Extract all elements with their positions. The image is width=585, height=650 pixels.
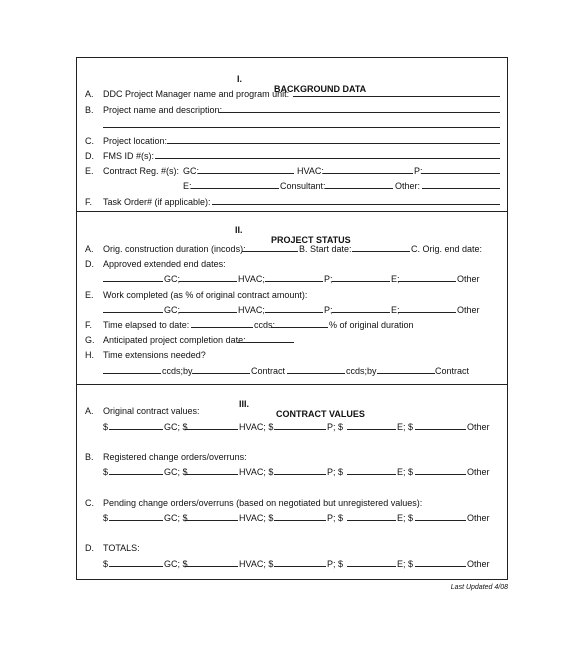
ps-row-e — [85, 289, 499, 301]
total-e-field[interactable] — [347, 558, 396, 567]
section-2-title: PROJECT STATUS — [271, 235, 351, 245]
reg-e-field[interactable] — [347, 466, 396, 475]
item-text: Project name and description: — [103, 105, 223, 115]
cv-row-a — [85, 405, 499, 417]
project-name-field[interactable] — [219, 104, 500, 113]
dollar-label: $ — [103, 422, 109, 432]
item-text: TOTALS: — [103, 543, 140, 553]
other-label: Other — [467, 513, 490, 523]
total-p-field[interactable] — [274, 558, 326, 567]
item-label: B. — [85, 452, 94, 462]
bg-row-d — [85, 150, 499, 162]
ext2-ccds-field[interactable] — [287, 365, 345, 374]
other-label: Other — [457, 305, 480, 315]
e-field[interactable] — [191, 180, 279, 189]
start-date-field[interactable] — [352, 243, 410, 252]
orig-other-field[interactable] — [415, 421, 466, 430]
pend-hvac-field[interactable] — [185, 512, 238, 521]
ext2-by-field[interactable] — [377, 365, 435, 374]
ccds-label: ccds: — [254, 320, 276, 330]
cv-row-c — [85, 497, 499, 509]
e-label: E; — [391, 305, 400, 315]
item-label: E. — [85, 166, 94, 176]
e-label: E; — [391, 274, 400, 284]
hvac-label: HVAC: — [297, 166, 324, 176]
item-text: Task Order# (if applicable): — [103, 197, 211, 207]
gc-label: GC; $ — [164, 422, 188, 432]
e-label: E; $ — [397, 513, 414, 523]
ps-row-a — [85, 243, 499, 255]
section-1-number: I. — [237, 74, 243, 84]
total-hvac-field[interactable] — [185, 558, 238, 567]
e-label: E; $ — [397, 467, 414, 477]
total-gc-field[interactable] — [109, 558, 163, 567]
gc-field[interactable] — [198, 165, 294, 174]
section-2-number: II. — [235, 225, 243, 235]
fms-id-field[interactable] — [155, 150, 500, 159]
p-label: P; $ — [327, 422, 344, 432]
item-text: Orig. construction duration (incods): — [103, 244, 246, 254]
cv-row-d — [85, 542, 499, 554]
p-field[interactable] — [421, 165, 500, 174]
orig-e-field[interactable] — [347, 421, 396, 430]
dollar-label: $ — [103, 559, 109, 569]
dollar-label: $ — [103, 513, 109, 523]
ext-other-field[interactable] — [398, 273, 456, 282]
reg-gc-field[interactable] — [109, 466, 163, 475]
item-label: A. — [85, 406, 94, 416]
pend-p-field[interactable] — [274, 512, 326, 521]
pend-other-field[interactable] — [415, 512, 466, 521]
pct-label: % of original duration — [329, 320, 414, 330]
gc-label: GC; — [164, 274, 181, 284]
p-label: P; — [324, 305, 333, 315]
wc-p-field[interactable] — [265, 304, 323, 313]
cv-row-c-fields — [85, 512, 499, 524]
item-label: C. — [85, 136, 94, 146]
ext-gc-field[interactable] — [103, 273, 163, 282]
p-label: P; $ — [327, 513, 344, 523]
ext1-by-field[interactable] — [192, 365, 250, 374]
gc-label: GC; $ — [164, 513, 188, 523]
ext-hvac-field[interactable] — [179, 273, 237, 282]
project-description-field[interactable] — [103, 119, 500, 128]
p-label: P; $ — [327, 467, 344, 477]
item-label: D. — [85, 151, 94, 161]
item-label: D. — [85, 543, 94, 553]
reg-other-field[interactable] — [415, 466, 466, 475]
e-label: E: — [183, 181, 192, 191]
dollar-label: $ — [103, 467, 109, 477]
item-text: Work completed (as % of original contract amount): — [103, 290, 308, 300]
divider — [77, 211, 507, 212]
divider — [77, 384, 507, 385]
task-order-field[interactable] — [212, 196, 500, 205]
hvac-label: HVAC; — [238, 305, 265, 315]
consultant-label: Consultant: — [280, 181, 326, 191]
bg-row-f — [85, 196, 499, 208]
consultant-field[interactable] — [325, 180, 393, 189]
contract-label: Contract — [435, 366, 470, 376]
contract-label: Contract — [251, 366, 286, 376]
completion-date-field[interactable] — [237, 334, 294, 343]
item-text: Registered change orders/overruns: — [103, 452, 247, 462]
wc-hvac-field[interactable] — [179, 304, 237, 313]
hvac-label: HVAC; $ — [239, 422, 274, 432]
bg-row-a — [85, 88, 499, 100]
cv-row-a-fields — [85, 421, 499, 433]
other-label: Other — [467, 559, 490, 569]
item-label: D. — [85, 259, 94, 269]
item-text: Original contract values: — [103, 406, 200, 416]
wc-e-field[interactable] — [332, 304, 390, 313]
item-label: A. — [85, 89, 94, 99]
ext1-ccds-field[interactable] — [103, 365, 161, 374]
item-label: F. — [85, 320, 93, 330]
item-label: H. — [85, 350, 94, 360]
ext-e-field[interactable] — [332, 273, 390, 282]
ps-row-g — [85, 334, 499, 346]
wc-other-field[interactable] — [398, 304, 456, 313]
orig-p-field[interactable] — [274, 421, 326, 430]
end-date-label: C. Orig. end date: — [411, 244, 483, 254]
section-3-number: III. — [239, 399, 250, 409]
pm-name-field[interactable] — [293, 88, 500, 97]
ps-row-e-fields — [85, 304, 499, 316]
ps-row-f — [85, 319, 499, 331]
p-label: P; $ — [327, 559, 344, 569]
ccds-by-label: ccds;by — [162, 366, 193, 376]
orig-duration-field[interactable] — [242, 243, 298, 252]
total-other-field[interactable] — [415, 558, 466, 567]
item-label: C. — [85, 498, 94, 508]
item-text: DDC Project Manager name and program unit: — [103, 89, 290, 99]
start-date-label: B. Start date: — [299, 244, 352, 254]
reg-hvac-field[interactable] — [185, 466, 238, 475]
orig-hvac-field[interactable] — [185, 421, 238, 430]
other-label: Other — [457, 274, 480, 284]
form-box — [76, 57, 508, 580]
ps-row-d — [85, 258, 499, 270]
other-label: Other — [467, 422, 490, 432]
hvac-label: HVAC; — [238, 274, 265, 284]
wc-gc-field[interactable] — [103, 304, 163, 313]
hvac-field[interactable] — [323, 165, 413, 174]
item-text: Anticipated project completion date: — [103, 335, 246, 345]
ext-p-field[interactable] — [265, 273, 323, 282]
item-text: Pending change orders/overruns (based on negotiated but unregistered values): — [103, 498, 423, 508]
project-location-field[interactable] — [167, 135, 500, 144]
item-label: E. — [85, 290, 94, 300]
e-label: E; $ — [397, 422, 414, 432]
gc-label: GC: — [183, 166, 200, 176]
ps-row-h — [85, 349, 499, 361]
elapsed-field[interactable] — [191, 319, 253, 328]
bg-row-e-cont — [85, 180, 499, 192]
item-text: Time elapsed to date: — [103, 320, 190, 330]
item-text: Time extensions needed? — [103, 350, 206, 360]
bg-row-c — [85, 135, 499, 147]
item-label: B. — [85, 105, 94, 115]
p-label: P: — [414, 166, 423, 176]
cv-row-d-fields — [85, 558, 499, 570]
pend-gc-field[interactable] — [109, 512, 163, 521]
bg-row-b — [85, 104, 499, 116]
bg-row-b-cont — [85, 119, 499, 131]
other-label: Other: — [395, 181, 421, 191]
ps-row-d-fields — [85, 273, 499, 285]
cv-row-b — [85, 451, 499, 463]
pend-e-field[interactable] — [347, 512, 396, 521]
item-label: A. — [85, 244, 94, 254]
reg-p-field[interactable] — [274, 466, 326, 475]
item-label: F. — [85, 197, 93, 207]
item-text: Contract Reg. #(s): — [103, 166, 180, 176]
section-1-title: BACKGROUND DATA — [274, 84, 367, 94]
section-3-title: CONTRACT VALUES — [276, 409, 365, 419]
item-text: FMS ID #(s): — [103, 151, 154, 161]
hvac-label: HVAC; $ — [239, 559, 274, 569]
other-label: Other — [467, 467, 490, 477]
ps-row-h-fields — [85, 365, 499, 377]
item-text: Project location: — [103, 136, 168, 146]
cv-row-b-fields — [85, 466, 499, 478]
gc-label: GC; $ — [164, 559, 188, 569]
last-updated: Last Updated 4/08 — [450, 584, 508, 591]
other-field[interactable] — [422, 180, 500, 189]
orig-gc-field[interactable] — [109, 421, 163, 430]
item-text: Approved extended end dates: — [103, 259, 226, 269]
p-label: P; — [324, 274, 333, 284]
elapsed-pct-field[interactable] — [271, 319, 328, 328]
e-label: E; $ — [397, 559, 414, 569]
ccds-by-label: ccds;by — [346, 366, 377, 376]
gc-label: GC; — [164, 305, 181, 315]
bg-row-e — [85, 165, 499, 177]
item-label: G. — [85, 335, 95, 345]
hvac-label: HVAC; $ — [239, 513, 274, 523]
gc-label: GC; $ — [164, 467, 188, 477]
hvac-label: HVAC; $ — [239, 467, 274, 477]
